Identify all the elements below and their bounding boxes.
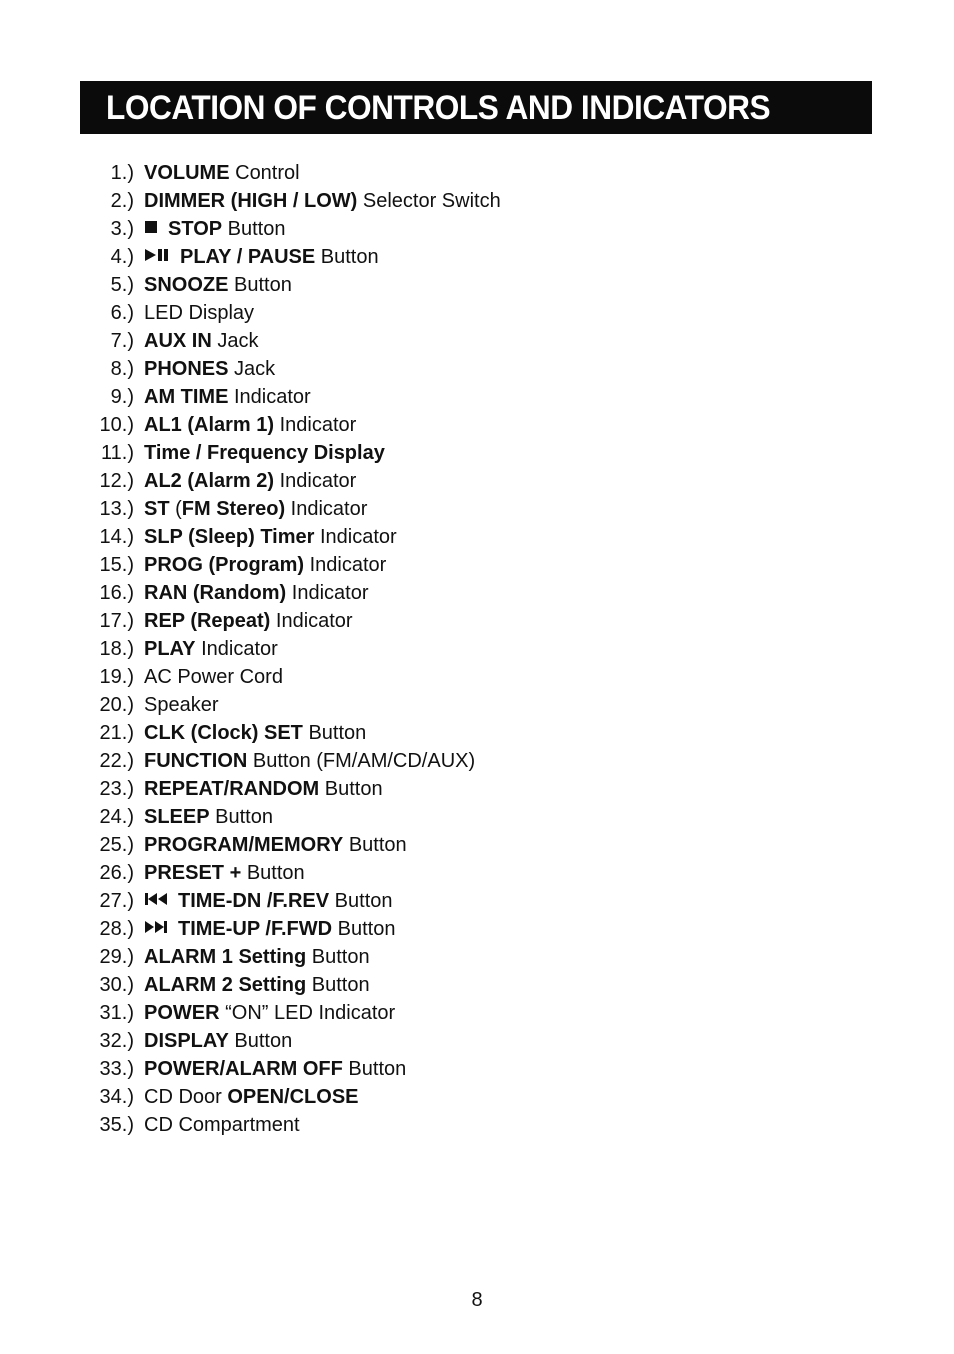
item-label-bold: PROG (Program): [144, 554, 305, 576]
item-label: [144, 299, 254, 327]
item-label: [144, 663, 283, 691]
item-label-bold: PRESET +: [144, 862, 242, 884]
item-label-text: Button: [343, 834, 407, 856]
item-label-bold: AUX IN: [144, 330, 212, 352]
item-label-bold: Time / Frequency Display: [144, 442, 385, 464]
item-label: [144, 187, 501, 215]
item-label-bold: FM Stereo): [181, 498, 286, 520]
item-number: 1.): [110, 162, 134, 184]
item-label-text: Button: [332, 918, 396, 940]
item-number: 16.): [99, 582, 134, 604]
item-number: 5.): [110, 274, 134, 296]
item-number: 18.): [99, 638, 134, 660]
item-label-bold: DISPLAY: [144, 1030, 229, 1052]
item-label: [144, 327, 258, 355]
item-number: 17.): [99, 610, 134, 632]
item-label-text: Button: [209, 806, 273, 828]
item-label-text: Jack: [211, 330, 259, 352]
item-label-text: Indicator: [314, 526, 397, 548]
item-label-bold: REPEAT/RANDOM: [144, 778, 320, 800]
item-number: 7.): [110, 330, 134, 352]
play-pause-icon: [144, 242, 170, 270]
item-number: 35.): [99, 1114, 134, 1136]
item-label-bold: OPEN/CLOSE: [227, 1086, 359, 1108]
item-label-text: Selector Switch: [357, 190, 501, 212]
item-label: [144, 691, 219, 719]
item-label: [144, 1055, 406, 1083]
item-label: [144, 271, 292, 299]
item-label: [144, 747, 475, 775]
item-label: [144, 523, 397, 551]
item-number: 31.): [99, 1002, 134, 1024]
item-number: 27.): [99, 890, 134, 912]
item-number: 26.): [99, 862, 134, 884]
item-label-text: Button: [342, 1058, 407, 1080]
item-label-bold: FUNCTION: [144, 750, 248, 772]
item-label-text: Indicator: [228, 386, 311, 408]
item-label: [144, 355, 275, 383]
item-label: [144, 915, 395, 943]
item-label-text: LED Display: [144, 302, 255, 324]
item-number: 19.): [99, 666, 134, 688]
item-number: 29.): [99, 946, 134, 968]
item-label-text: Button: [228, 1030, 293, 1052]
item-number: 10.): [99, 414, 134, 436]
item-label: [144, 1083, 359, 1111]
item-label-bold: AM TIME: [144, 386, 229, 408]
item-label: [144, 439, 385, 467]
item-label-bold: AL1 (Alarm 1): [144, 414, 275, 436]
item-label-text: (: [169, 498, 182, 520]
item-label: [144, 1111, 300, 1139]
item-label: [144, 971, 370, 999]
item-label-bold: PROGRAM/MEMORY: [144, 834, 344, 856]
item-label-bold: PHONES: [144, 358, 229, 380]
item-label-text: Indicator: [286, 582, 369, 604]
item-number: 34.): [99, 1086, 134, 1108]
item-label: [144, 1027, 292, 1055]
item-number: 14.): [99, 526, 134, 548]
item-label-bold: AL2 (Alarm 2): [144, 470, 275, 492]
item-label-bold: CLK (Clock) SET: [144, 722, 303, 744]
item-number: 13.): [99, 498, 134, 520]
item-label: [144, 607, 353, 635]
item-label: [144, 495, 367, 523]
item-label-text: Speaker: [144, 694, 219, 716]
page-number: 8: [471, 1289, 483, 1311]
item-label-text: CD Compartment: [144, 1114, 300, 1136]
item-label-text: Button: [302, 722, 367, 744]
item-label: [144, 887, 393, 915]
stop-icon: [144, 214, 158, 242]
item-label: [144, 579, 368, 607]
item-number: 30.): [99, 974, 134, 996]
item-label-bold: SLEEP: [144, 806, 210, 828]
item-label-text: “ON” LED Indicator: [219, 1002, 396, 1024]
item-label-text: Button: [329, 890, 393, 912]
item-label: [144, 159, 300, 187]
item-label: [144, 719, 366, 747]
item-number: 11.): [101, 442, 134, 464]
item-number: 32.): [99, 1030, 134, 1052]
item-label-bold: POWER: [144, 1002, 220, 1024]
item-label: [144, 411, 356, 439]
item-label-bold: PLAY: [144, 638, 196, 660]
item-label: [144, 859, 305, 887]
item-number: 23.): [99, 778, 134, 800]
item-label-bold: TIME-DN /F.REV: [178, 890, 330, 912]
item-number: 12.): [99, 470, 134, 492]
item-label: [144, 467, 356, 495]
item-number: 21.): [99, 722, 134, 744]
page-title: LOCATION OF CONTROLS AND INDICATORS: [106, 88, 771, 127]
item-label-bold: VOLUME: [144, 162, 230, 184]
item-label-text: Control: [229, 162, 300, 184]
section-header-banner: [80, 81, 872, 134]
item-label-text: Indicator: [285, 498, 368, 520]
item-label: [144, 999, 395, 1027]
item-label: [144, 635, 278, 663]
item-number: 25.): [99, 834, 134, 856]
item-label-bold: ST: [144, 498, 170, 520]
item-label: [144, 215, 285, 243]
item-label: [144, 243, 379, 271]
item-label: [144, 775, 383, 803]
item-number: 20.): [99, 694, 134, 716]
item-label-text: Button: [228, 274, 292, 296]
item-label-bold: TIME-UP /F.FWD: [178, 918, 333, 940]
item-label: [144, 383, 311, 411]
item-number: 6.): [110, 302, 134, 324]
item-number: 8.): [110, 358, 134, 380]
item-label-bold: ALARM 1 Setting: [144, 946, 307, 968]
item-label-bold: PLAY / PAUSE: [180, 246, 316, 268]
item-label-text: Indicator: [195, 638, 278, 660]
item-label-bold: POWER/ALARM OFF: [144, 1058, 343, 1080]
item-number: 4.): [110, 246, 134, 268]
item-label: [144, 803, 273, 831]
item-label-text: CD Door: [144, 1086, 228, 1108]
item-label-bold: SNOOZE: [144, 274, 229, 296]
item-label-bold: RAN (Random): [144, 582, 287, 604]
item-label-bold: STOP: [168, 218, 223, 240]
item-label-bold: DIMMER (HIGH / LOW): [144, 190, 358, 212]
item-label-text: Jack: [228, 358, 276, 380]
item-number: 24.): [99, 806, 134, 828]
item-label-text: Button: [306, 974, 370, 996]
item-label-text: Button: [241, 862, 305, 884]
item-label-text: Indicator: [274, 470, 357, 492]
item-label-text: Button: [222, 218, 286, 240]
item-number: 33.): [99, 1058, 134, 1080]
skip-forward-icon: [144, 914, 168, 942]
item-label: [144, 831, 407, 859]
item-number: 2.): [110, 190, 134, 212]
item-label: [144, 551, 386, 579]
item-label-text: Button: [319, 778, 383, 800]
item-number: 3.): [110, 218, 134, 240]
item-label-bold: REP (Repeat): [144, 610, 271, 632]
item-number: 22.): [99, 750, 134, 772]
item-number: 15.): [99, 554, 134, 576]
item-number: 9.): [110, 386, 134, 408]
item-label-text: Indicator: [274, 414, 357, 436]
item-label-text: Button (FM/AM/CD/AUX): [247, 750, 476, 772]
item-label: [144, 943, 370, 971]
item-label-bold: ALARM 2 Setting: [144, 974, 307, 996]
item-label-text: Indicator: [270, 610, 353, 632]
skip-back-icon: [144, 886, 168, 914]
item-label-text: Button: [306, 946, 370, 968]
item-label-text: AC Power Cord: [144, 666, 283, 688]
item-label-text: Indicator: [304, 554, 387, 576]
item-label-text: Button: [315, 246, 379, 268]
item-number: 28.): [99, 918, 134, 940]
item-label-bold: SLP (Sleep) Timer: [144, 526, 315, 548]
